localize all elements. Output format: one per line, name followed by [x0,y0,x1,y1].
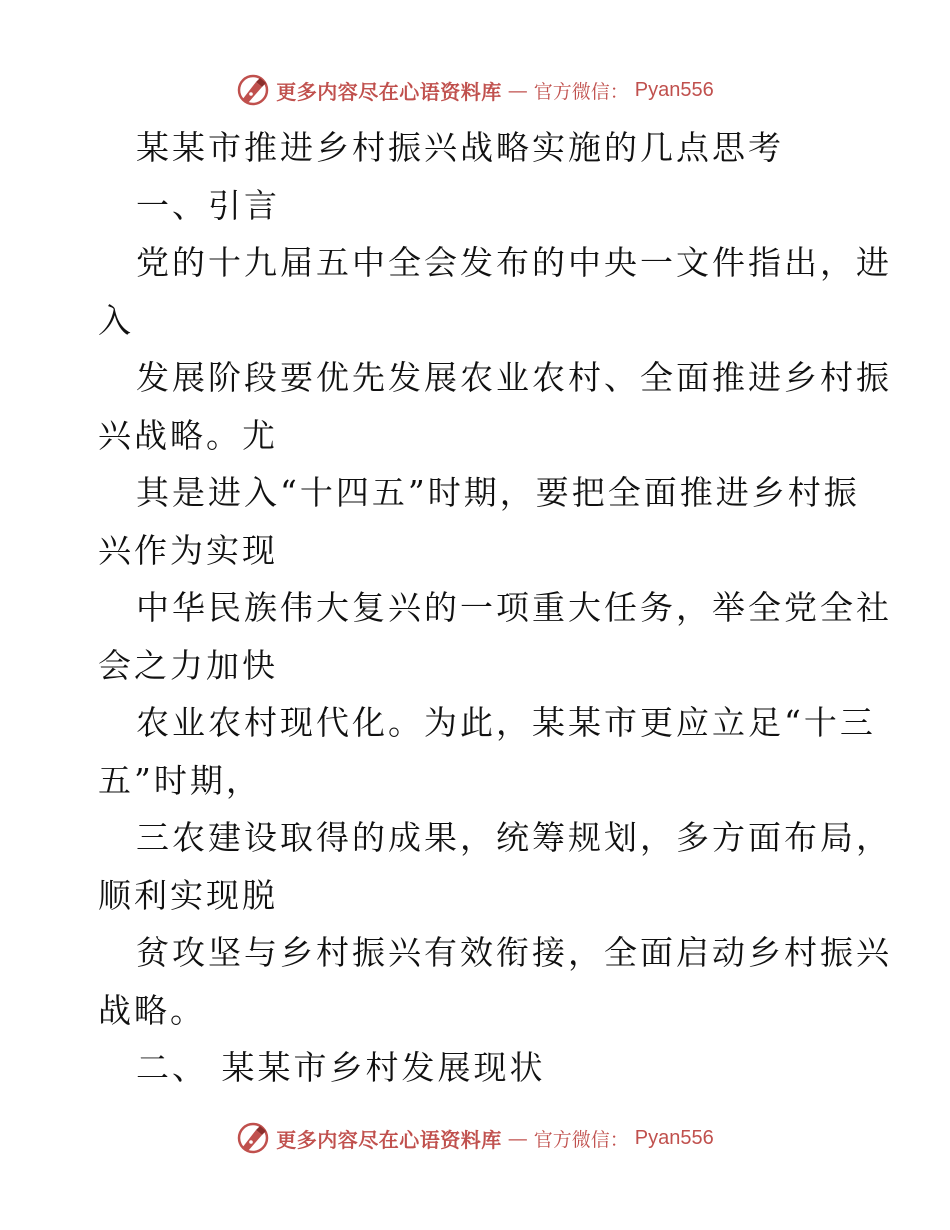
text-line: 顺利实现脱 [98,875,278,915]
text-line: 二、 某某市乡村发展现状 [136,1048,546,1087]
banner-wechat-account: Pyan556 [634,78,714,101]
text-line: 其是进入“十四五”时期，要把全面推进乡村振 [136,473,860,512]
banner-slogan: 更多内容尽在心语资料库 [276,1127,502,1152]
text-line: 兴战略。尤 [98,415,278,455]
banner-slogan: 更多内容尽在心语资料库 [276,79,502,104]
text-line: 一、引言 [136,185,280,225]
text-line: 农业农村现代化。为此，某某市更应立足“十三 [136,703,876,742]
text-line: 贫攻坚与乡村振兴有效衔接，全面启动乡村振兴 [136,933,892,972]
document-body [98,119,892,1097]
pen-nib-logo-icon [236,1121,270,1155]
text-line: 入 [98,300,134,340]
banner-wechat-account: Pyan556 [634,1126,714,1149]
text-line: 中华民族伟大复兴的一项重大任务，举全党全社 [136,588,892,627]
text-line: 五”时期， [98,760,262,800]
document-title: 某某市推进乡村振兴战略实施的几点思考 [136,128,784,167]
text-line: 发展阶段要优先发展农业农村、全面推进乡村振 [136,358,892,397]
footer-banner [0,1118,950,1158]
banner-wechat-label: 官方微信： [533,80,629,103]
text-line: 党的十九届五中全会发布的中央一文件指出，进 [136,243,892,282]
text-line: 战略。 [98,990,206,1030]
banner-separator: — [507,1126,528,1150]
banner-wechat-label: 官方微信： [533,1128,629,1151]
pen-nib-logo-icon [236,73,270,107]
text-line: 三农建设取得的成果，统筹规划，多方面布局， [136,818,892,857]
text-line: 会之力加快 [98,645,278,685]
header-banner [0,70,950,110]
text-line: 兴作为实现 [98,530,278,570]
banner-separator: — [507,78,528,102]
